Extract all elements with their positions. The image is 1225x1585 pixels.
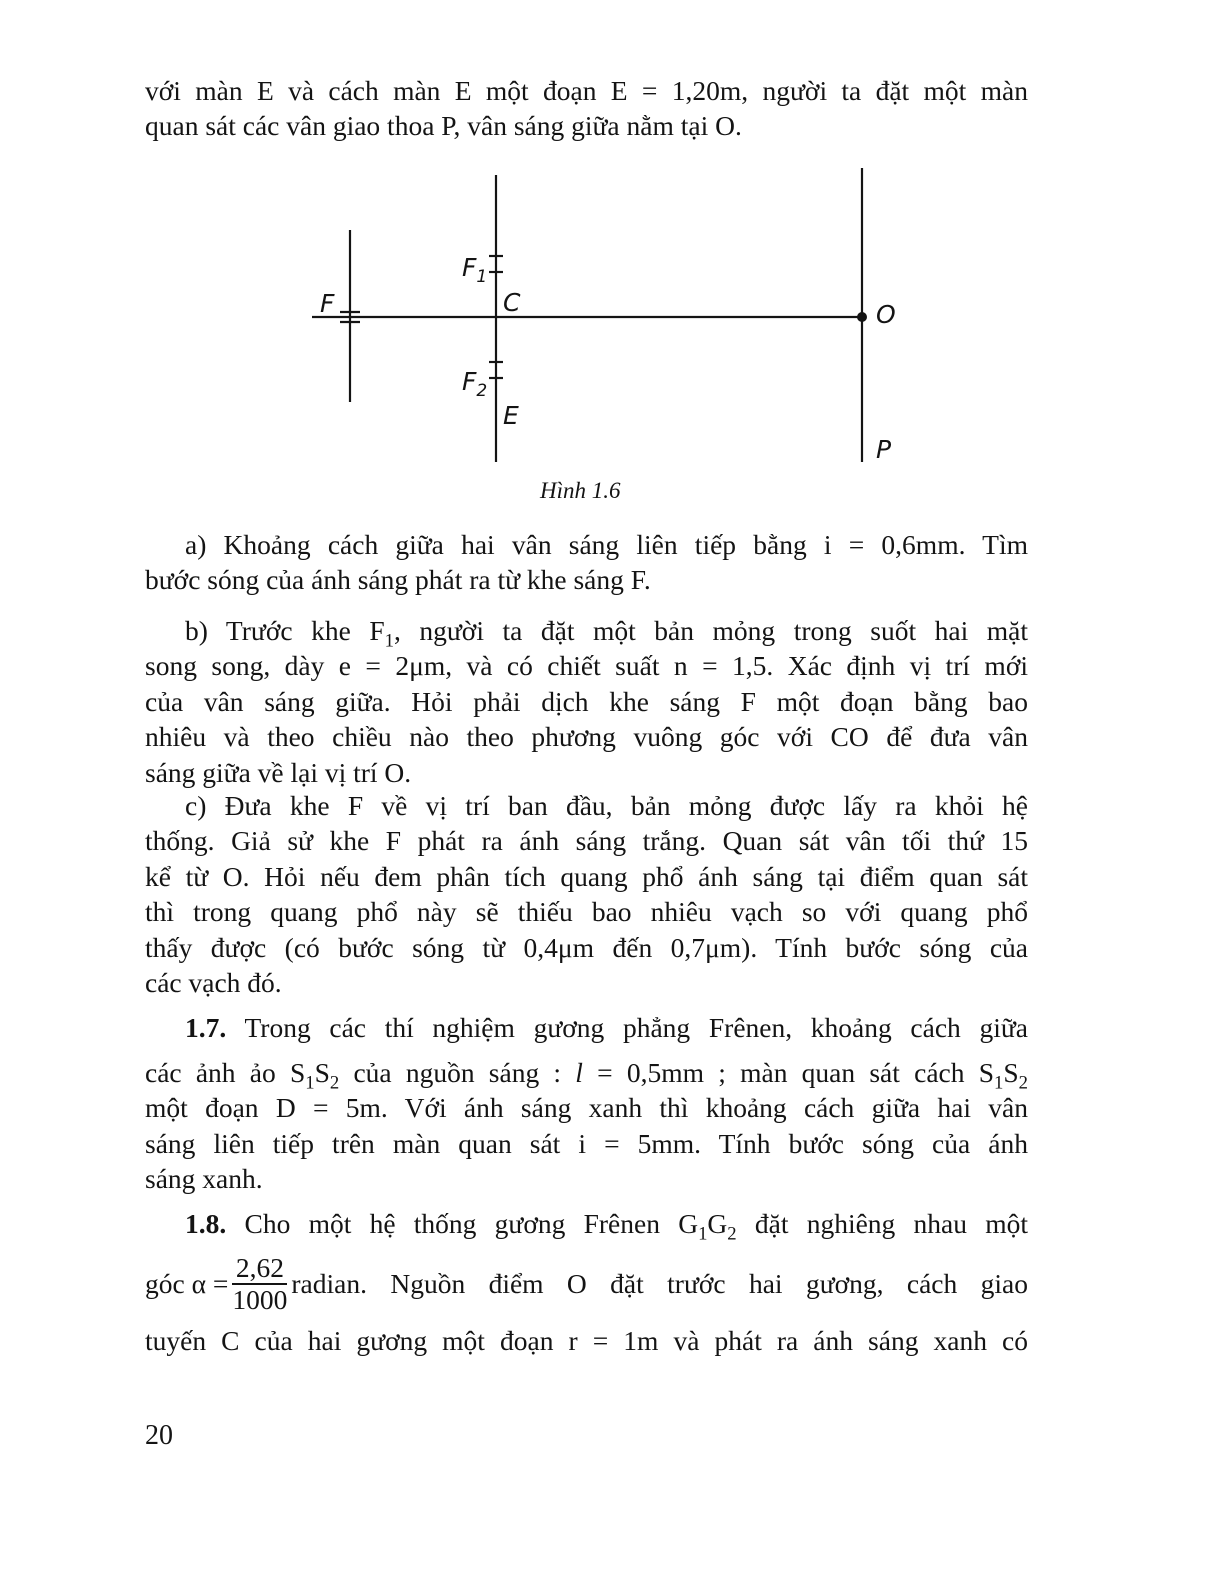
problem-1-7-number: 1.7. xyxy=(185,1012,227,1043)
problem-1-8-body xyxy=(145,1323,1028,1358)
label-o: O xyxy=(876,300,896,329)
fraction-numerator: 2,62 xyxy=(232,1253,287,1285)
alpha-prefix: góc α = xyxy=(145,1268,229,1299)
problem-1-8-number: 1.8. xyxy=(185,1208,227,1239)
problem-1-7-line-2: các ảnh ảo $S_1S_2$ của nguồn sáng : l = 0,5mm ; màn quan sát cách $S_1S_2$ xyxy=(145,1057,1028,1094)
part-c-line-3: kể từ O. Hỏi nếu đem phân tích quang phổ ánh sáng tại điểm quan sát xyxy=(145,860,1028,892)
label-e: E xyxy=(503,401,519,430)
problem-1-8-line-2 xyxy=(145,1248,1028,1320)
part-a-line-2: bước sóng của ánh sáng phát ra từ khe sáng F. xyxy=(145,564,651,596)
problem-1-8-line-1: 1.8. Cho một hệ thống gương Frênen $G_1G_2$ đặt nghiêng nhau một xyxy=(185,1208,1029,1245)
intro-line-1: với màn E và cách màn E một đoạn E = 1,20m, người ta đặt một màn xyxy=(145,75,1028,106)
part-b-line-5: sáng giữa về lại vị trí O. xyxy=(145,756,412,788)
part-c-line-5: thấy được (có bước sóng từ 0,4μm đến 0,7μm). Tính bước sóng của xyxy=(145,931,1028,963)
label-f: F xyxy=(320,289,335,318)
part-c-line-6: các vạch đó. xyxy=(145,966,282,998)
fraction-denominator: 1000 xyxy=(232,1284,288,1315)
alpha-fraction xyxy=(232,1253,287,1315)
part-c-line-4: thì trong quang phổ này sẽ thiếu bao nhiêu vạch so với quang phổ xyxy=(145,896,1028,928)
page-number: 20 xyxy=(145,1420,173,1451)
problem-1-7-body xyxy=(145,1055,1028,1197)
part-c-line-2: thống. Giả sử khe F phát ra ánh sáng trắng. Quan sát vân tối thứ 15 xyxy=(145,825,1028,857)
figure-1-6-diagram xyxy=(0,0,1225,520)
problem-1-8-line-3: tuyến C của hai gương một đoạn r = 1m và phát ra ánh sáng xanh có xyxy=(145,1325,1028,1356)
label-f2: $F_2$ xyxy=(462,367,488,401)
label-p: P xyxy=(876,435,892,464)
problem-1-7-line-3: một đoạn D = 5m. Với ánh sáng xanh thì khoảng cách giữa hai vân xyxy=(145,1092,1028,1124)
part-b-line-1: b) Trước khe $F_1$, người ta đặt một bản mỏng trong suốt hai mặt xyxy=(185,615,1028,652)
label-f1: $F_1$ xyxy=(462,253,488,287)
part-c-line-1: c) Đưa khe F về vị trí ban đầu, bản mỏng được lấy ra khỏi hệ xyxy=(185,790,1028,821)
part-b-line-3: của vân sáng giữa. Hỏi phải dịch khe sáng F một đoạn bằng bao xyxy=(145,685,1028,717)
problem-1-7 xyxy=(145,1010,1028,1045)
problem-1-7-line-4: sáng liên tiếp trên màn quan sát i = 5mm. Tính bước sóng của ánh xyxy=(145,1127,1028,1159)
label-c: C xyxy=(503,288,521,317)
problem-1-7-line-5: sáng xanh. xyxy=(145,1163,263,1195)
intro-line-2: quan sát các vân giao thoa P, vân sáng giữa nằm tại O. xyxy=(145,110,742,142)
part-b-line-2: song song, dày e = 2μm, và có chiết suất n = 1,5. Xác định vị trí mới xyxy=(145,650,1028,682)
part-c-paragraph xyxy=(145,788,1028,1000)
figure-caption: Hình 1.6 xyxy=(540,478,621,503)
part-a-paragraph xyxy=(145,527,1028,598)
part-b-paragraph xyxy=(145,613,1028,790)
problem-1-8 xyxy=(145,1206,1029,1245)
part-a-line-1: a) Khoảng cách giữa hai vân sáng liên tiếp bằng i = 0,6mm. Tìm xyxy=(185,529,1028,560)
part-b-line-4: nhiêu và theo chiều nào theo phương vuông góc với CO để đưa vân xyxy=(145,721,1028,753)
alpha-suffix: radian. Nguồn điểm O đặt trước hai gương, cách giao xyxy=(291,1268,1028,1299)
point-o-dot xyxy=(857,312,867,322)
problem-1-7-line-1: 1.7. Trong các thí nghiệm gương phẳng Frênen, khoảng cách giữa xyxy=(185,1012,1028,1043)
